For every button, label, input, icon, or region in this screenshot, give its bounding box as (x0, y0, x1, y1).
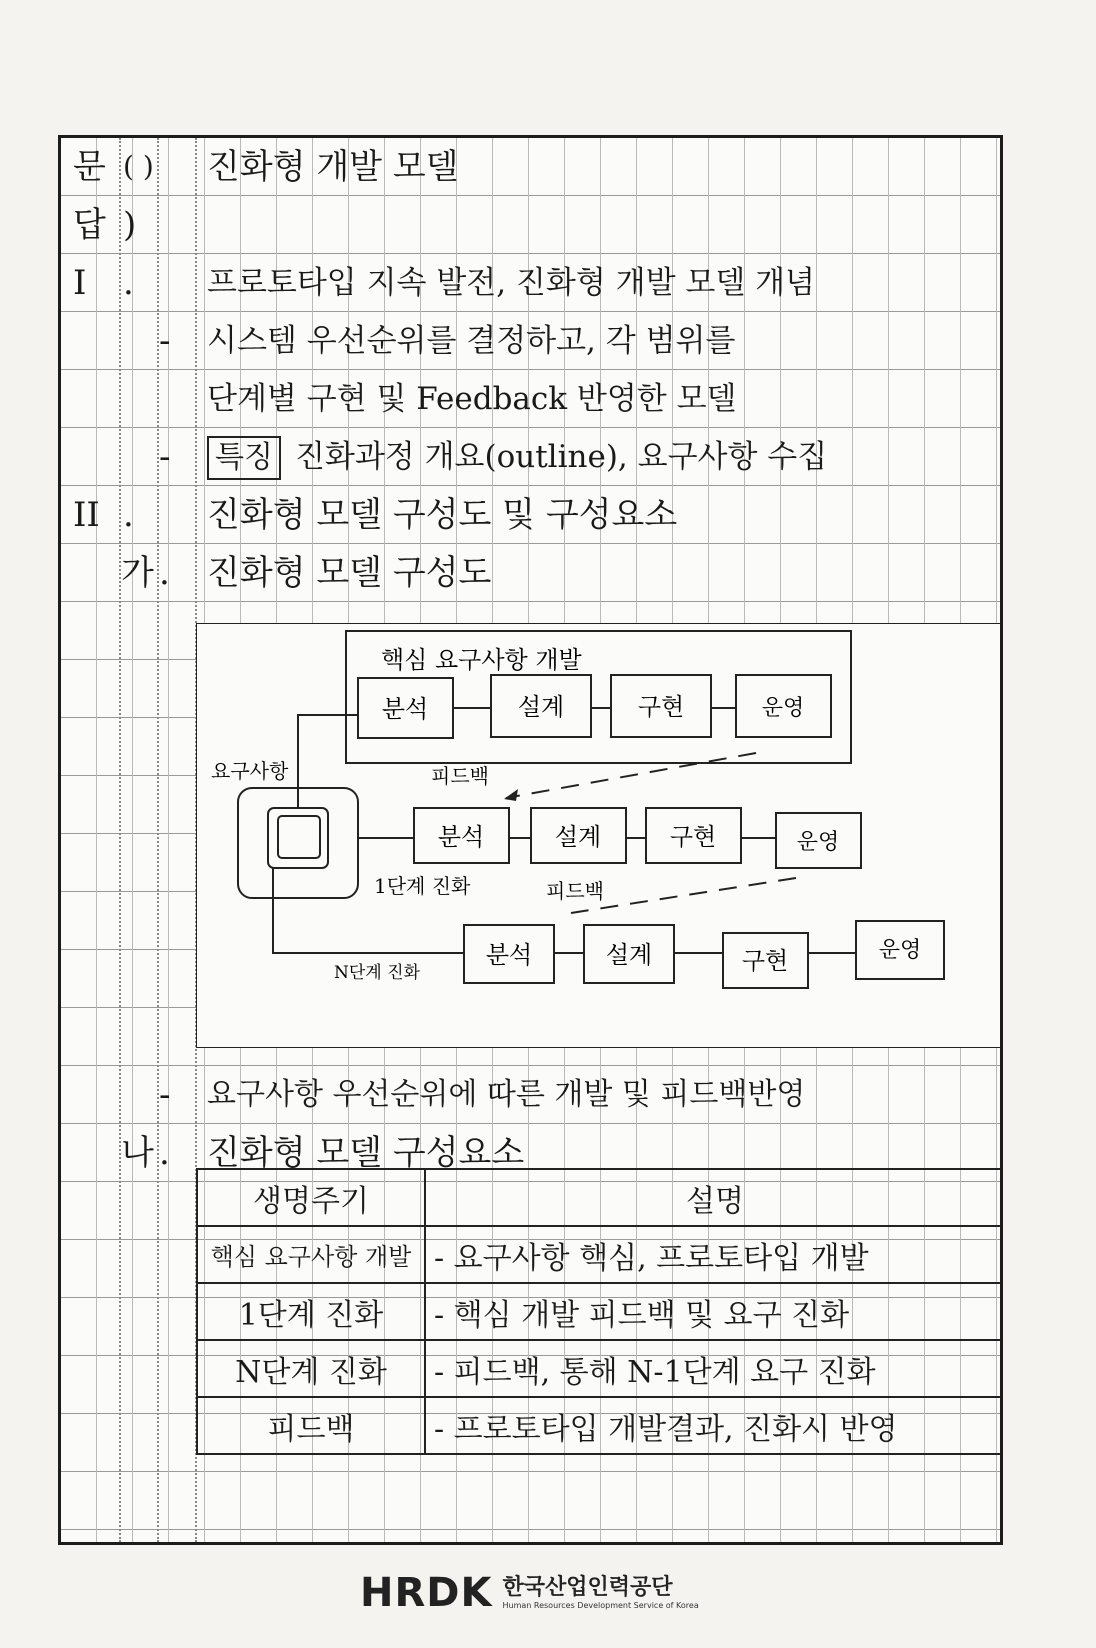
table-cell: - 핵심 개발 피드백 및 요구 진화 (425, 1283, 1003, 1340)
table-header-row (197, 1169, 1003, 1226)
footer-brand (360, 1568, 699, 1618)
requirements-label: 요구사항 (211, 759, 289, 783)
organization-name (502, 1575, 698, 1611)
organization-name-english: Human Resources Development Service of Korea (502, 1601, 699, 1610)
bullet-dash: - (159, 1075, 171, 1115)
stage-design: 설계 (517, 693, 565, 721)
answer-prefix: 답 (73, 205, 106, 245)
subsection-a-dot: . (159, 553, 170, 593)
question-row (61, 138, 1000, 196)
question-title: 진화형 개발 모델 (207, 147, 459, 187)
stageN-label: N단계 진화 (334, 963, 420, 983)
answer-sheet (58, 135, 1003, 1545)
hrdk-logo: HRDK (360, 1570, 493, 1616)
stage-operation: 운영 (796, 830, 840, 855)
bullet-text: 시스템 우선순위를 결정하고, 각 범위를 (207, 323, 736, 359)
feedback-label-1: 피드백 (431, 764, 489, 788)
feature-tag: 특징 (207, 436, 281, 480)
subsection-b-dot: . (159, 1133, 170, 1173)
section1-heading (61, 254, 1000, 312)
stage-design: 설계 (605, 941, 653, 969)
stage-design: 설계 (554, 823, 602, 851)
core-development-label: 핵심 요구사항 개발 (381, 646, 582, 674)
section2-title: 진화형 모델 구성도 및 구성요소 (207, 495, 678, 535)
bullet-dash: - (159, 321, 171, 361)
table-row (197, 1340, 1003, 1397)
stage-analysis: 분석 (485, 941, 533, 969)
section2-number: II (73, 495, 100, 535)
diagram-note (61, 1066, 1000, 1124)
stage-implementation: 구현 (741, 947, 789, 975)
section1-number: I (73, 263, 87, 303)
stage-implementation: 구현 (669, 823, 717, 851)
stage-operation: 운영 (761, 696, 805, 721)
evolutionary-model-diagram (196, 623, 1003, 1048)
subsection-a-heading (61, 544, 1000, 602)
table-header: 설명 (425, 1169, 1003, 1226)
stage-operation: 운영 (878, 938, 922, 963)
table-row (197, 1226, 1003, 1283)
section1-bullet-2 (61, 370, 1000, 428)
table-cell: N단계 진화 (197, 1340, 425, 1397)
stage1-label: 1단계 진화 (374, 874, 471, 898)
subsection-a-title: 진화형 모델 구성도 (207, 553, 492, 593)
component-table (196, 1168, 1003, 1455)
section1-bullet-1 (61, 312, 1000, 370)
answer-marker: ) (123, 205, 137, 245)
table-cell: 피드백 (197, 1397, 425, 1454)
section2-heading (61, 486, 1000, 544)
question-prefix: 문 (73, 147, 106, 187)
bullet-text: 단계별 구현 및 Feedback 반영한 모델 (207, 381, 737, 417)
section1-dot: . (123, 263, 134, 303)
diagram-note-text: 요구사항 우선순위에 따른 개발 및 피드백반영 (207, 1077, 806, 1112)
subsection-b-title: 진화형 모델 구성요소 (207, 1133, 525, 1173)
section2-dot: . (123, 495, 134, 535)
table-row (197, 1283, 1003, 1340)
subsection-b-number: 나 (121, 1133, 154, 1173)
question-marker: ( ) (123, 150, 154, 183)
table-cell: - 요구사항 핵심, 프로토타입 개발 (425, 1226, 1003, 1283)
table-row (197, 1397, 1003, 1454)
feedback-label-2: 피드백 (546, 879, 604, 903)
organization-name-korean: 한국산업인력공단 (502, 1575, 673, 1600)
table-cell: 핵심 요구사항 개발 (197, 1226, 425, 1283)
section1-title: 프로토타입 지속 발전, 진화형 개발 모델 개념 (207, 265, 816, 301)
stage-analysis: 분석 (437, 823, 485, 851)
subsection-a-number: 가 (121, 553, 154, 593)
table-cell: - 프로토타입 개발결과, 진화시 반영 (425, 1397, 1003, 1454)
section1-bullet-3 (61, 428, 1000, 486)
stage-implementation: 구현 (637, 693, 685, 721)
stage-analysis: 분석 (381, 695, 429, 723)
bullet-dash: - (159, 437, 171, 477)
table-cell: 1단계 진화 (197, 1283, 425, 1340)
bullet-text: 진화과정 개요(outline), 요구사항 수집 (294, 439, 828, 475)
table-cell: - 피드백, 통해 N-1단계 요구 진화 (425, 1340, 1003, 1397)
table-header: 생명주기 (197, 1169, 425, 1226)
answer-row (61, 196, 1000, 254)
